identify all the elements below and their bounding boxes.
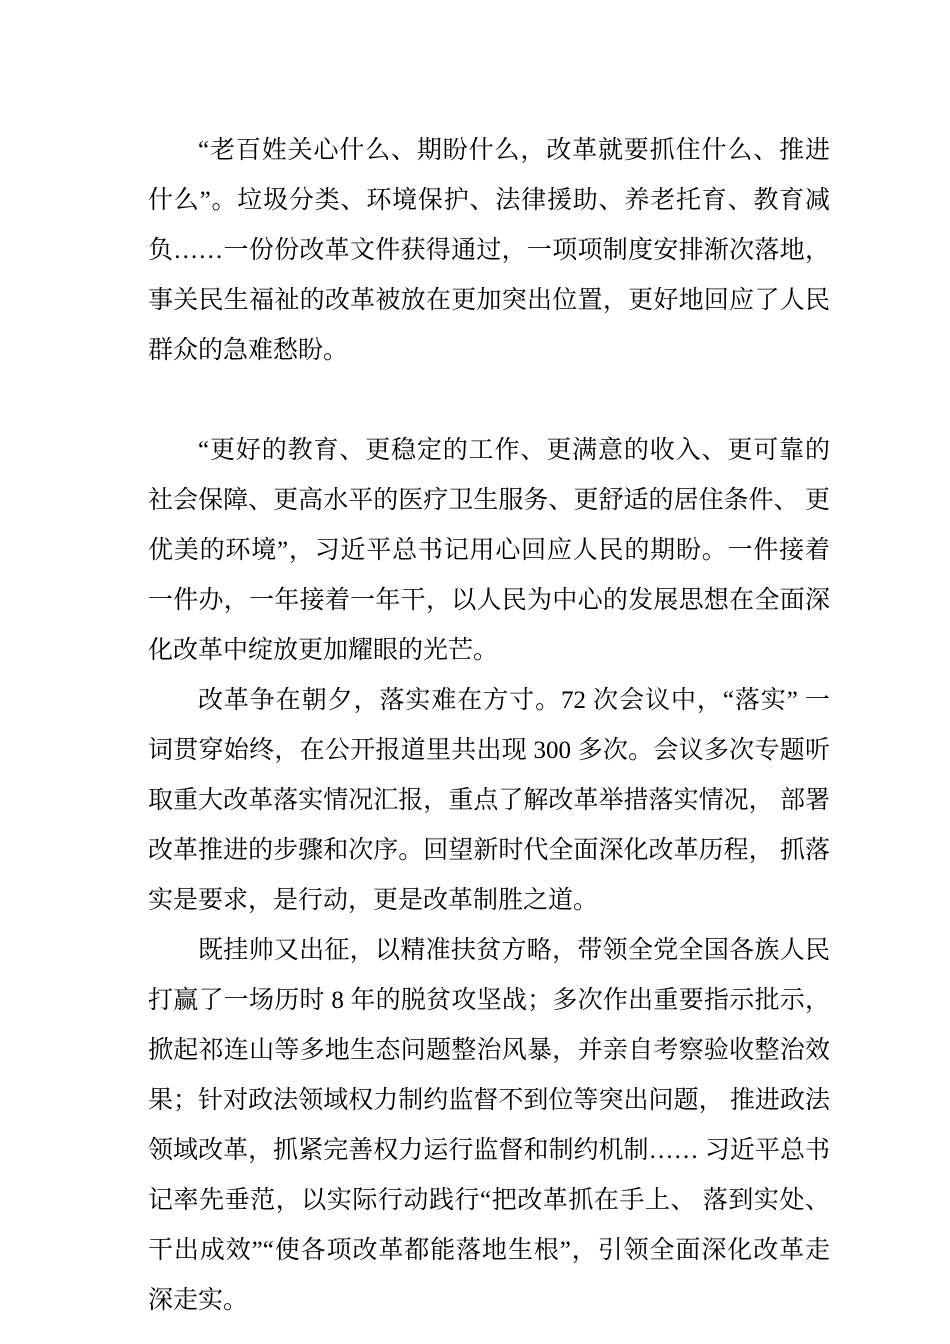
paragraph: 改革争在朝夕，落实难在方寸。72 次会议中，“落实” 一词贯穿始终，在公开报道里共出现 300 多次。会议多次专题听取重大改革落实情况汇报，重点了解改革举措落实情况， 部署改革推进的步骤和次序。回望新时代全面深化改革历程， 抓落实是要求，是行动，更是改革制胜之道。 — [148, 687, 830, 914]
paragraph: 既挂帅又出征，以精准扶贫方略，带领全党全国各族人民打赢了一场历时 8 年的脱贫攻坚战；多次作出重要指示批示，掀起祁连山等多地生态问题整治风暴，并亲自考察验收整治效果；针对政法领域权力制约监督不到位等突出问题， 推进政法领域改革，抓紧完善权力运行监督和制约机制…… 习近平总书记率先垂范，以实际行动践行“把改革抓在手上、 落到实处、干出成效”“使各项改革都能落地生根”，引领全面深化改革走深走实。 — [148, 937, 830, 1314]
paragraph: “更好的教育、更稳定的工作、更满意的收入、更可靠的社会保障、更高水平的医疗卫生服务、更舒适的居住条件、 更优美的环境”，习近平总书记用心回应人民的期盼。一件接着一件办，一年接着一年干，以人民为中心的发展思想在全面深化改革中绽放更加耀眼的光芒。 — [148, 437, 830, 664]
document-body-text — [148, 126, 830, 1326]
paragraph: “老百姓关心什么、期盼什么，改革就要抓住什么、推进什么”。垃圾分类、环境保护、法律援助、养老托育、教育减负……一份份改革文件获得通过，一项项制度安排渐次落地， 事关民生福祉的改革被放在更加突出位置，更好地回应了人民群众的急难愁盼。 — [148, 137, 830, 364]
